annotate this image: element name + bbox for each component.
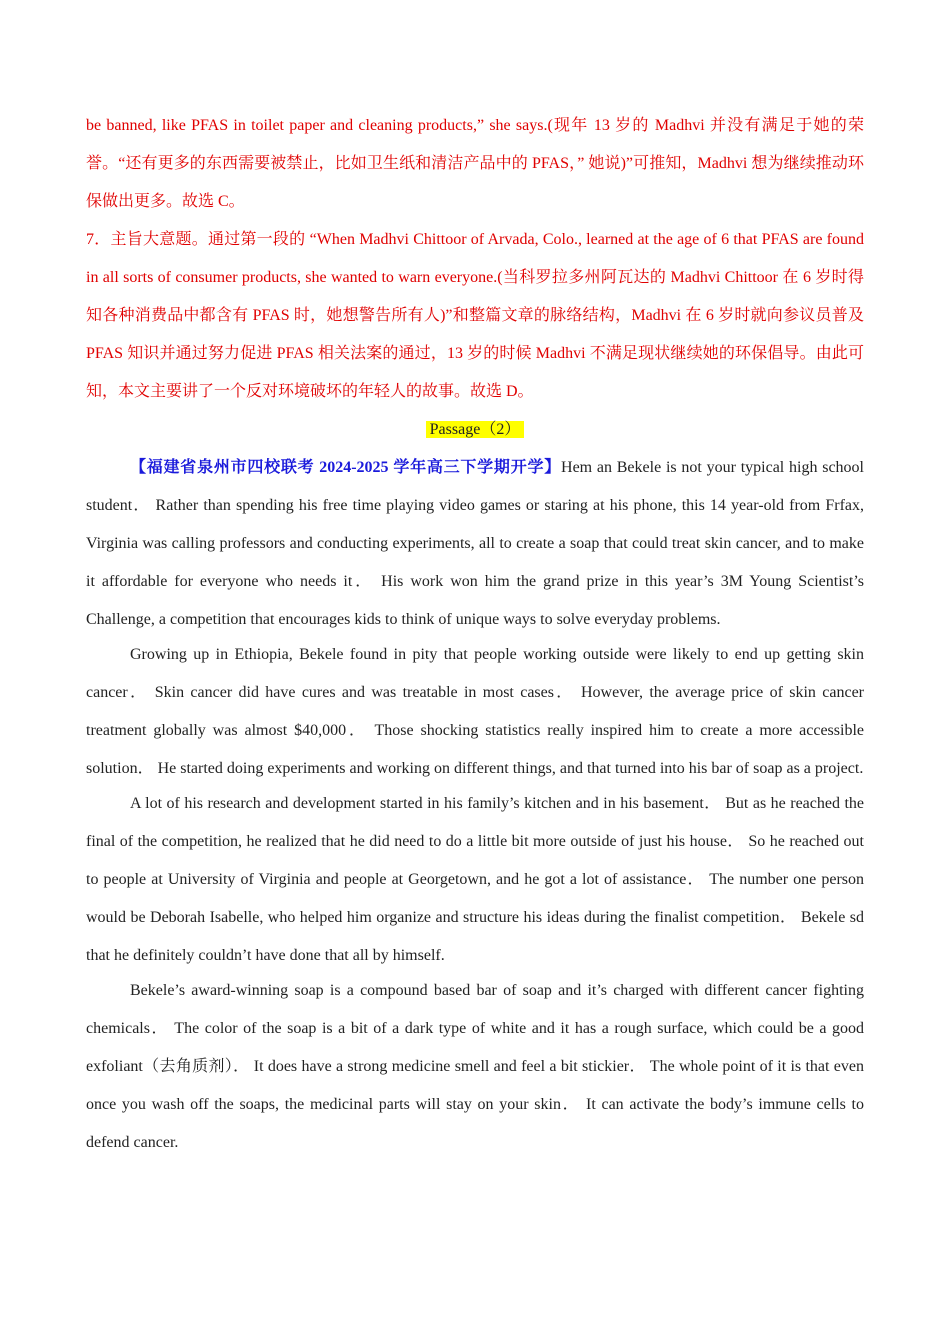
paragraph-1-text: Hem an Bekele is not your typical high school student． Rather than spending his free time playing video games or staring at his phone, this 14 year-old from Frfax, Virginia was calling professors and conducting experiments, all to create a soap that could treat skin cancer, and to make it affordable for everyone who needs it． His work won him the grand prize in this year’s 3M Young Scientist’s Challenge, a competition that encourages kids to think of unique ways to solve everyday problems.	[86, 459, 864, 628]
paragraph-4: Bekele’s award-winning soap is a compound based bar of soap and it’s charged with different cancer fighting chemicals． The color of the soap is a bit of a dark type of white and it has a rough surface, which could be a good exfoliant（去角质剂）． It does have a strong medicine smell and feel a bit stickier． The whole point of it is that even once you wash off the soaps, the medicinal parts will stay on your skin． It can activate the body’s immune cells to defend cancer.	[86, 982, 865, 1151]
document-page	[86, 107, 864, 1162]
paragraph-2: Growing up in Ethiopia, Bekele found in pity that people working outside were likely to end up getting skin cancer． Skin cancer did have cures and was treatable in most cases． However, the average price of skin cancer treatment globally was almost $40,000． Those shocking statistics really inspired him to create a more accessible solution． He started doing experiments and working on different things, and that turned into his bar of soap as a project.	[86, 646, 864, 777]
paragraph-1	[86, 449, 864, 639]
answer-7: 7．主旨大意题。通过第一段的 “When Madhvi Chittoor of Arvada, Colo., learned at the age of 6 that PFAS are found in all sorts of consumer products, she wanted to warn everyone.(当科罗拉多州阿瓦达的 Madhvi Chittoor 在 6 岁时得知各种消费品中都含有 PFAS 时，她想警告所有人)”和整篇文章的脉络结构，Madhvi 在 6 岁时就向参议员普及 PFAS 知识并通过努力促进 PFAS 相关法案的通过，13 岁的时候 Madhvi 不满足现状继续她的环保倡导。由此可知，本文主要讲了一个反对环境破坏的年轻人的故事。故选 D。	[86, 231, 864, 400]
passage-heading-row	[86, 411, 864, 449]
answer-6-continued: be banned, like PFAS in toilet paper and cleaning products,” she says.(现年 13 岁的 Madhvi 并没有满足于她的荣誉。“还有更多的东西需要被禁止，比如卫生纸和清洁产品中的 PFAS，” 她说)”可推知，Madhvi 想为继续推动环保做出更多。故选 C。	[86, 117, 864, 210]
source-label: 【福建省泉州市四校联考 2024-2025 学年高三下学期开学】	[130, 459, 562, 476]
paragraph-3: A lot of his research and development started in his family’s kitchen and in his basement． But as he reached the final of the competition, he realized that he did need to do a little bit more outside of just his house． So he reached out to people at University of Virginia and people at Georgetown, and he got a lot of assistance． The number one person would be Deborah Isabelle, who helped him organize and structure his ideas during the finalist competition． Bekele sd that he definitely couldn’t have done that all by himself.	[86, 795, 865, 964]
passage-heading: Passage（2）	[426, 421, 525, 438]
